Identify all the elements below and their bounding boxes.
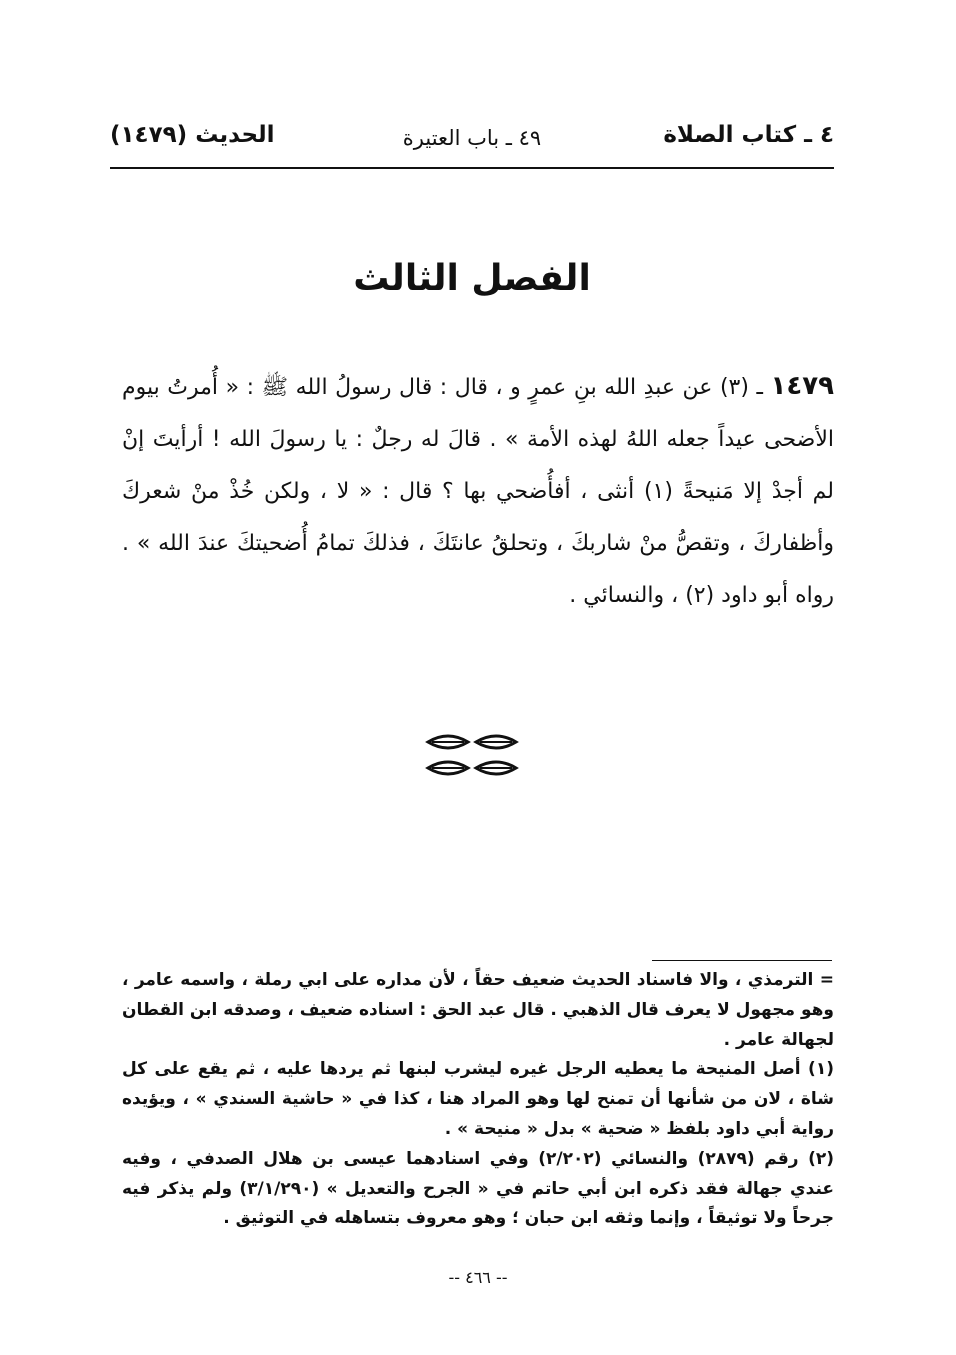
footnote-1: (١) أصل المنيحة ما يعطيه الرجل غيره ليشرب لبنها ثم يردها عليه ، ثم يقع على كل شاة ، لان من شأنها أن تمنح لها وهو المراد هنا ، كذا في « حاشية السندي » ، ويؤيده رواية أبي داود بلفظ « ضحية » بدل « منيحة » .: [122, 1059, 834, 1139]
hadith-text-block: [122, 360, 834, 622]
running-header: [110, 118, 834, 162]
chapter-title: ٤٩ ـ باب العتيرة: [402, 126, 542, 150]
footnote-2: (٢) رقم (٢٨٧٩) والنسائي (٢/٢٠٢) وفي اسنادهما عيسى بن هلال الصدفي ، وفيه عندي جهالة فقد ذكره ابن أبي حاتم في « الجرح والتعديل » (٣/١/٢٩٠) ولم يذكر فيه جرحاً ولا توثيقاً ، وإنما وثقه ابن حبان ؛ وهو معروف بتساهله في التوثيق .: [122, 1148, 835, 1229]
book-title: ٤ ـ كتاب الصلاة: [663, 122, 834, 148]
hadith-number: ١٤٧٩: [770, 371, 834, 401]
page-number: -- ٤٦٦ --: [448, 1268, 508, 1287]
hadith-reference: الحديث (١٤٧٩): [110, 122, 275, 148]
footnote-divider: [652, 960, 832, 961]
footnotes: [122, 966, 834, 1234]
decorative-ornament: [424, 732, 520, 780]
section-title: الفصل الثالث: [353, 258, 591, 299]
hadith-body: ـ (٣) عن عبدِ الله بنِ عمرٍ و ، قال : قال رسولُ الله ﷺ : « أُمرتُ بيوم الأضحى عيداً جعله اللهُ لهذه الأمة » . قالَ له رجلٌ : يا رسولَ الله ! أرأيتَ إنْ لم أجدْ إلا مَنيحةً (١) أنثى ، أفأُضحي بها ؟ قال : « لا ، ولكن خُذْ منْ شعركَ وأظفاركَ ، وتقصُّ منْ شاربكَ ، وتحلقُ عانتَكَ ، فذلكَ تمامُ أُضحيتكَ عندَ الله » . رواه أبو داود (٢) ، والنسائي .: [122, 375, 834, 608]
footnote-continuation: = الترمذي ، والا فاسناد الحديث ضعيف حقاً ، لأن مداره على ابي رملة ، واسمه عامر ، وهو مجهول لا يعرف قال الذهبي . قال عبد الحق : اسناده ضعيف ، وصدقه ابن القطان لجهالة عامر .: [122, 970, 834, 1050]
header-divider: [110, 167, 834, 169]
